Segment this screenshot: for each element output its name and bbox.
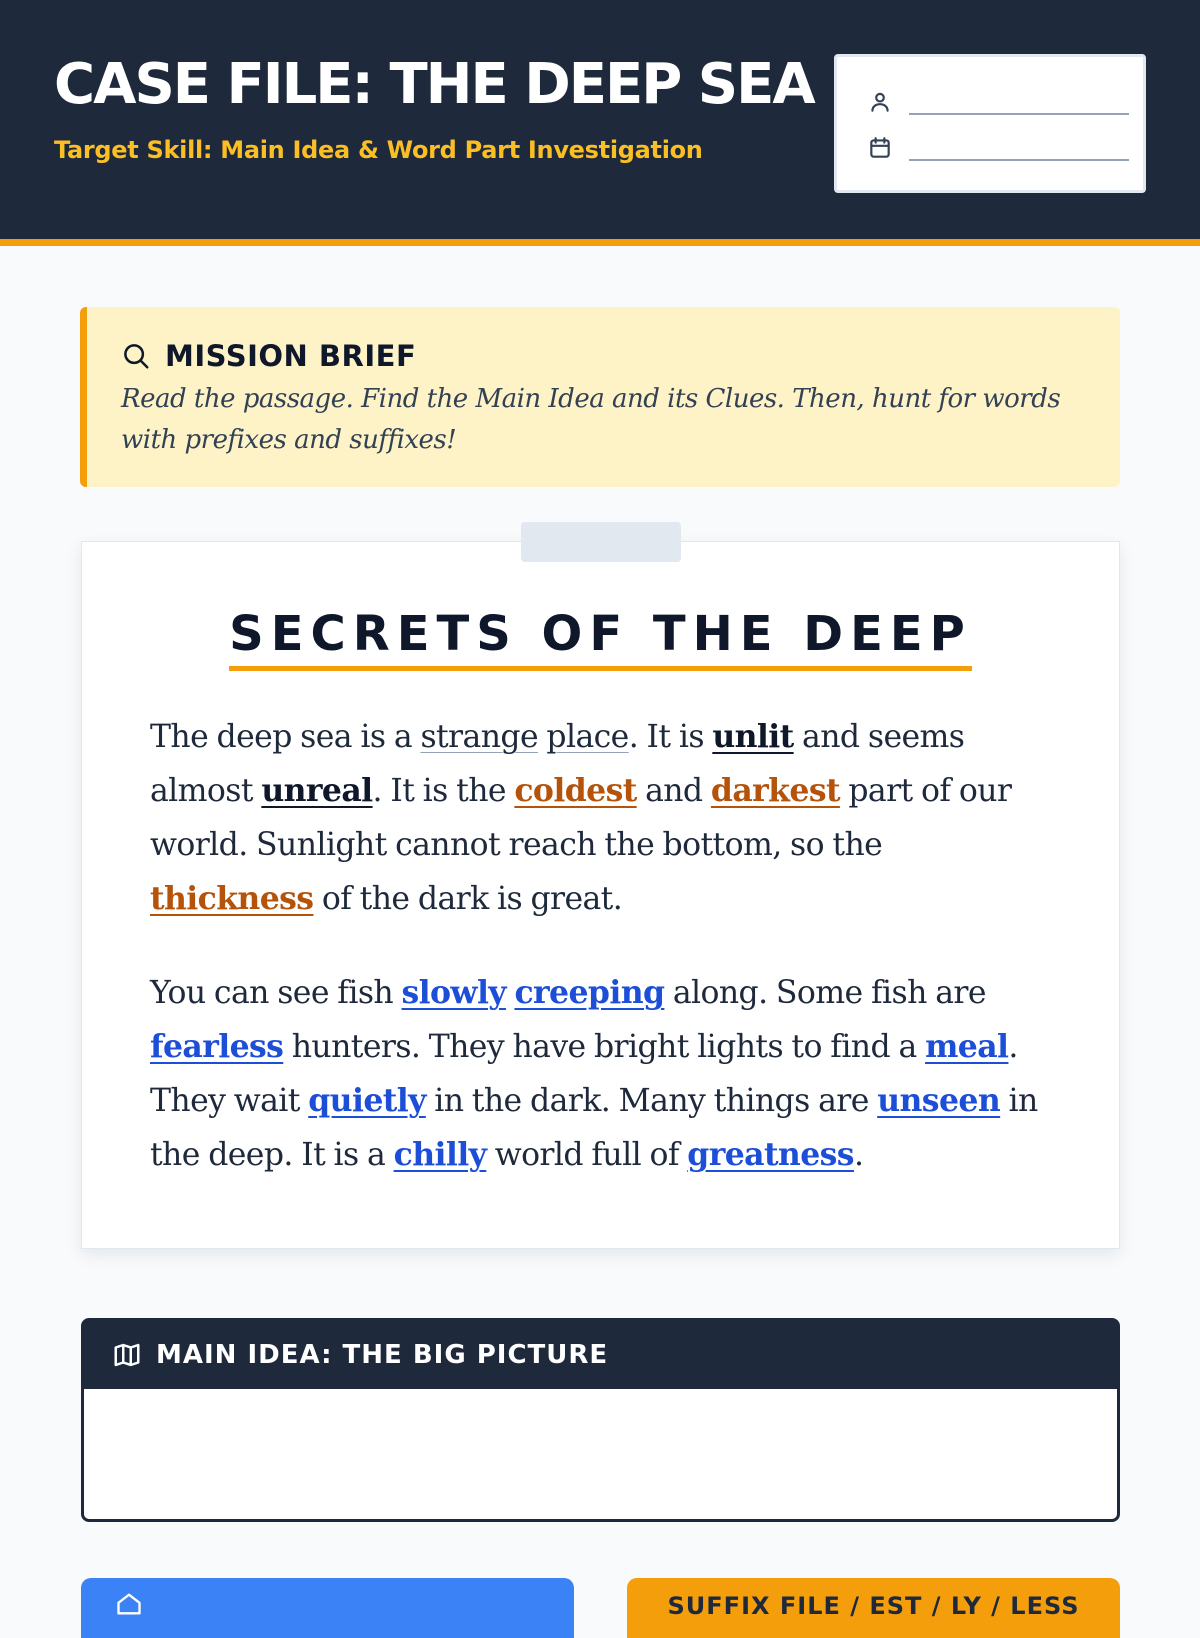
passage-text: part of our world. Sunlight cannot reach the bottom, so the xyxy=(150,773,1012,863)
passage-text: . xyxy=(853,1137,864,1173)
passage-text: You can see fish xyxy=(150,975,402,1011)
date-row xyxy=(867,131,1129,165)
passage-text: . It is xyxy=(628,719,713,755)
highlighted-word[interactable]: chilly xyxy=(393,1136,487,1173)
highlighted-word[interactable]: darkest xyxy=(710,772,840,809)
highlighted-word[interactable]: unlit xyxy=(712,718,794,755)
header-banner xyxy=(0,0,1200,246)
passage-word[interactable]: strange xyxy=(420,719,538,755)
map-icon xyxy=(112,1340,142,1370)
passage-text: world full of xyxy=(486,1137,688,1173)
main-idea-header xyxy=(84,1321,1117,1389)
passage-text: in the deep. It is a xyxy=(150,1083,1038,1173)
passage-word[interactable]: place xyxy=(546,719,629,755)
name-row xyxy=(867,85,1129,119)
passage-text: . It is the xyxy=(372,773,515,809)
passage-title-wrap xyxy=(82,606,1119,671)
highlighted-word[interactable]: fearless xyxy=(150,1028,284,1065)
passage-paragraph-1 xyxy=(150,710,1050,926)
main-idea-panel xyxy=(81,1318,1120,1522)
target-skill-subtitle: Target Skill: Main Idea & Word Part Investigation xyxy=(54,136,703,164)
highlighted-word[interactable]: unseen xyxy=(877,1082,1001,1119)
date-field[interactable] xyxy=(909,159,1129,161)
passage-card xyxy=(81,541,1120,1249)
passage-text: . They wait xyxy=(150,1029,1018,1119)
highlighted-word[interactable]: thickness xyxy=(150,880,314,917)
highlighted-word[interactable]: slowly xyxy=(401,974,507,1011)
home-icon xyxy=(115,1590,143,1618)
clues-card xyxy=(81,1578,574,1638)
passage-text: in the dark. Many things are xyxy=(425,1083,878,1119)
mission-brief-header xyxy=(121,339,416,373)
highlighted-word[interactable]: coldest xyxy=(514,772,637,809)
highlighted-word[interactable]: unreal xyxy=(261,772,373,809)
passage-text: along. Some fish are xyxy=(664,975,986,1011)
user-icon xyxy=(867,89,893,115)
highlighted-word[interactable]: creeping xyxy=(514,974,665,1011)
passage-title: SECRETS OF THE DEEP xyxy=(229,606,972,671)
main-idea-title: MAIN IDEA: THE BIG PICTURE xyxy=(156,1340,609,1370)
name-field[interactable] xyxy=(909,113,1129,115)
passage-text: and seems almost xyxy=(150,719,965,809)
tape-tab xyxy=(521,522,681,562)
passage-text: and xyxy=(636,773,711,809)
passage-text: of the dark is great. xyxy=(313,881,623,917)
highlighted-word[interactable]: quietly xyxy=(308,1082,426,1119)
suffix-file-title: SUFFIX FILE / EST / LY / LESS xyxy=(667,1592,1080,1620)
mission-brief-text: Read the passage. Find the Main Idea and its Clues. Then, hunt for words with prefixes and suffixes! xyxy=(121,384,1061,455)
mission-brief xyxy=(80,307,1120,487)
student-id-card xyxy=(834,54,1146,193)
passage-paragraph-2 xyxy=(150,966,1050,1182)
passage-text: The deep sea is a xyxy=(150,719,421,755)
suffix-file-card xyxy=(627,1578,1120,1638)
calendar-icon xyxy=(867,135,893,161)
passage-text: hunters. They have bright lights to find a xyxy=(283,1029,926,1065)
mission-brief-title: MISSION BRIEF xyxy=(165,339,417,373)
highlighted-word[interactable]: greatness xyxy=(687,1136,854,1173)
page-title: CASE FILE: THE DEEP SEA xyxy=(54,52,814,117)
search-icon xyxy=(121,341,151,371)
highlighted-word[interactable]: meal xyxy=(925,1028,1009,1065)
